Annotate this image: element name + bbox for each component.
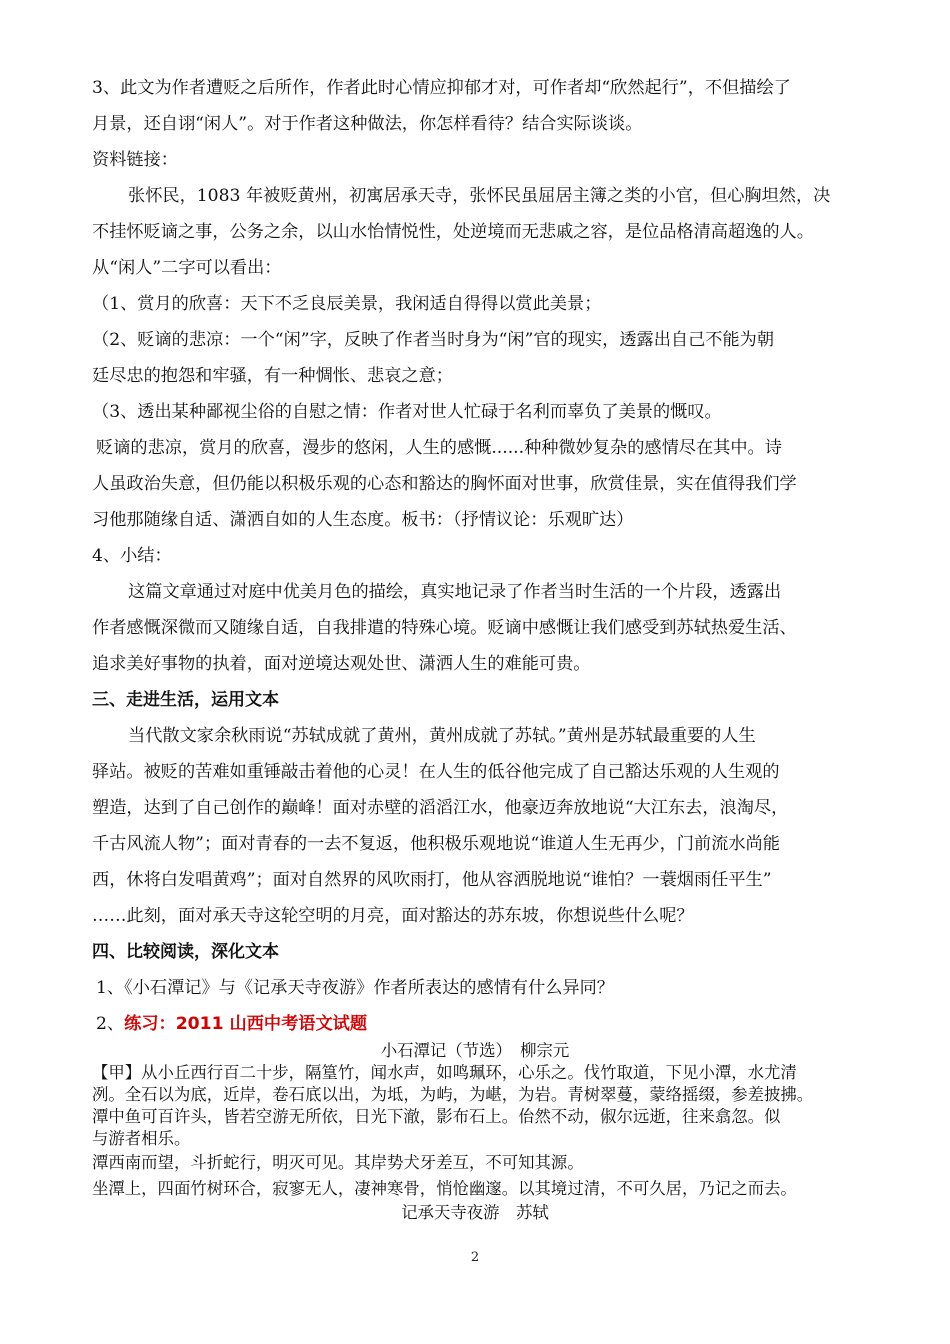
conclusion-line-1: 这篇文章通过对庭中优美月色的描绘，真实地记录了作者当时生活的一个片段，透露出 bbox=[128, 582, 782, 602]
reference-paragraph-line-2: 不挂怀贬谪之事，公务之余，以山水怡情悦性，处逆境而无悲戚之容，是位品格清高超逸的人。 bbox=[92, 222, 814, 242]
question-4-label: 4、小结： bbox=[92, 546, 172, 566]
section-3-line-2: 驿站。被贬的苦难如重锤敲击着他的心灵！在人生的低谷他完成了自己豁达乐观的人生观的 bbox=[92, 762, 780, 782]
xiaoshitan-line-3: 潭中鱼可百许头，皆若空游无所依，日光下澈，影布石上。佁然不动，俶尔远逝，往来翕忽。似 bbox=[92, 1107, 781, 1126]
summary-line-2: 人虽政治失意，但仍能以积极乐观的心态和豁达的胸怀面对世事，欣赏佳景，实在值得我们学 bbox=[92, 474, 797, 494]
section-3-line-5: 西，休将白发唱黄鸡”；面对自然界的风吹雨打，他从容洒脱地说“谁怕？一蓑烟雨任平生” bbox=[92, 870, 772, 890]
question-2-number: 2、 bbox=[96, 1014, 125, 1034]
conclusion-line-3: 追求美好事物的执着，面对逆境达观处世、潇洒人生的难能可贵。 bbox=[92, 654, 591, 674]
section-3-line-1: 当代散文家余秋雨说“苏轼成就了黄州，黄州成就了苏轼。”黄州是苏轼最重要的人生 bbox=[128, 726, 756, 746]
point-1: （1、赏月的欣喜：天下不乏良辰美景，我闲适自得得以赏此美景； bbox=[92, 294, 602, 314]
point-2-line-1: （2、贬谪的悲凉：一个“闲”字，反映了作者当时身为“闲”官的现实，透露出自己不能为朝 bbox=[92, 330, 775, 350]
section-4-question-1: 1、《小石潭记》与《记承天寺夜游》作者所表达的感情有什么异同？ bbox=[96, 978, 614, 998]
conclusion-line-2: 作者感慨深微而又随缘自适，自我排遣的特殊心境。贬谪中感慨让我们感受到苏轼热爱生活、 bbox=[92, 618, 797, 638]
question-3-line-1: 3、此文为作者遭贬之后所作，作者此时心情应抑郁才对，可作者却“欣然起行”，不但描绘了 bbox=[92, 78, 791, 98]
summary-line-3: 习他那随缘自适、潇洒自如的人生态度。板书：（抒情议论：乐观旷达） bbox=[92, 510, 634, 530]
reference-link-label: 资料链接： bbox=[92, 150, 178, 170]
xiaoshitan-line-2: 冽。全石以为底，近岸，卷石底以出，为坻，为屿，为嵁，为岩。青树翠蔓，蒙络摇缀，参差披拂。 bbox=[92, 1085, 814, 1104]
section-4-heading: 四、比较阅读，深化文本 bbox=[92, 942, 279, 962]
xiaoshitan-title: 小石潭记（节选） 柳宗元 bbox=[380, 1041, 570, 1060]
summary-line-1: 贬谪的悲凉，赏月的欣喜，漫步的悠闲，人生的感慨......种种微妙复杂的感情尽在其中。诗 bbox=[96, 438, 782, 458]
xiaoshitan-line-6: 坐潭上，四面竹树环合，寂寥无人，凄神寒骨，悄怆幽邃。以其境过清，不可久居，乃记之而去。 bbox=[92, 1179, 797, 1198]
exercise-title-red: 练习：2011 山西中考语文试题 bbox=[124, 1014, 368, 1034]
point-3: （3、透出某种鄙视尘俗的自慰之情：作者对世人忙碌于名利而辜负了美景的慨叹。 bbox=[92, 402, 722, 422]
xiaoshitan-line-1: 【甲】从小丘西行百二十步，隔篁竹，闻水声，如鸣珮环，心乐之。伐竹取道，下见小潭，水尤清 bbox=[92, 1063, 797, 1082]
point-2-line-2: 廷尽忠的抱怨和牢骚，有一种惆怅、悲哀之意； bbox=[92, 366, 453, 386]
section-3-line-6: ……此刻，面对承天寺这轮空明的月亮，面对豁达的苏东坡，你想说些什么呢？ bbox=[92, 906, 694, 926]
xiaoshitan-line-4: 与游者相乐。 bbox=[92, 1129, 191, 1148]
section-4-question-2 bbox=[96, 1012, 876, 1036]
reference-paragraph-line-3: 从“闲人”二字可以看出： bbox=[92, 258, 282, 278]
question-3-line-2: 月景，还自诩“闲人”。对于作者这种做法，你怎样看待？结合实际谈谈。 bbox=[92, 114, 643, 134]
chengtiansi-title: 记承天寺夜游 苏轼 bbox=[401, 1203, 549, 1222]
section-3-line-3: 塑造，达到了自己创作的巅峰！面对赤壁的滔滔江水，他豪迈奔放地说“大江东去，浪淘尽， bbox=[92, 798, 789, 818]
section-3-heading: 三、走进生活，运用文本 bbox=[92, 690, 279, 710]
section-3-line-4: 千古风流人物”；面对青春的一去不复返，他积极乐观地说“谁道人生无再少，门前流水尚能 bbox=[92, 834, 780, 854]
page-number: 2 bbox=[470, 1250, 480, 1265]
xiaoshitan-line-5: 潭西南而望，斗折蛇行，明灭可见。其岸势犬牙差互，不可知其源。 bbox=[92, 1153, 584, 1172]
reference-paragraph-line-1: 张怀民，1083 年被贬黄州，初寓居承天寺，张怀民虽屈居主簿之类的小官，但心胸坦然，决 bbox=[128, 186, 831, 206]
